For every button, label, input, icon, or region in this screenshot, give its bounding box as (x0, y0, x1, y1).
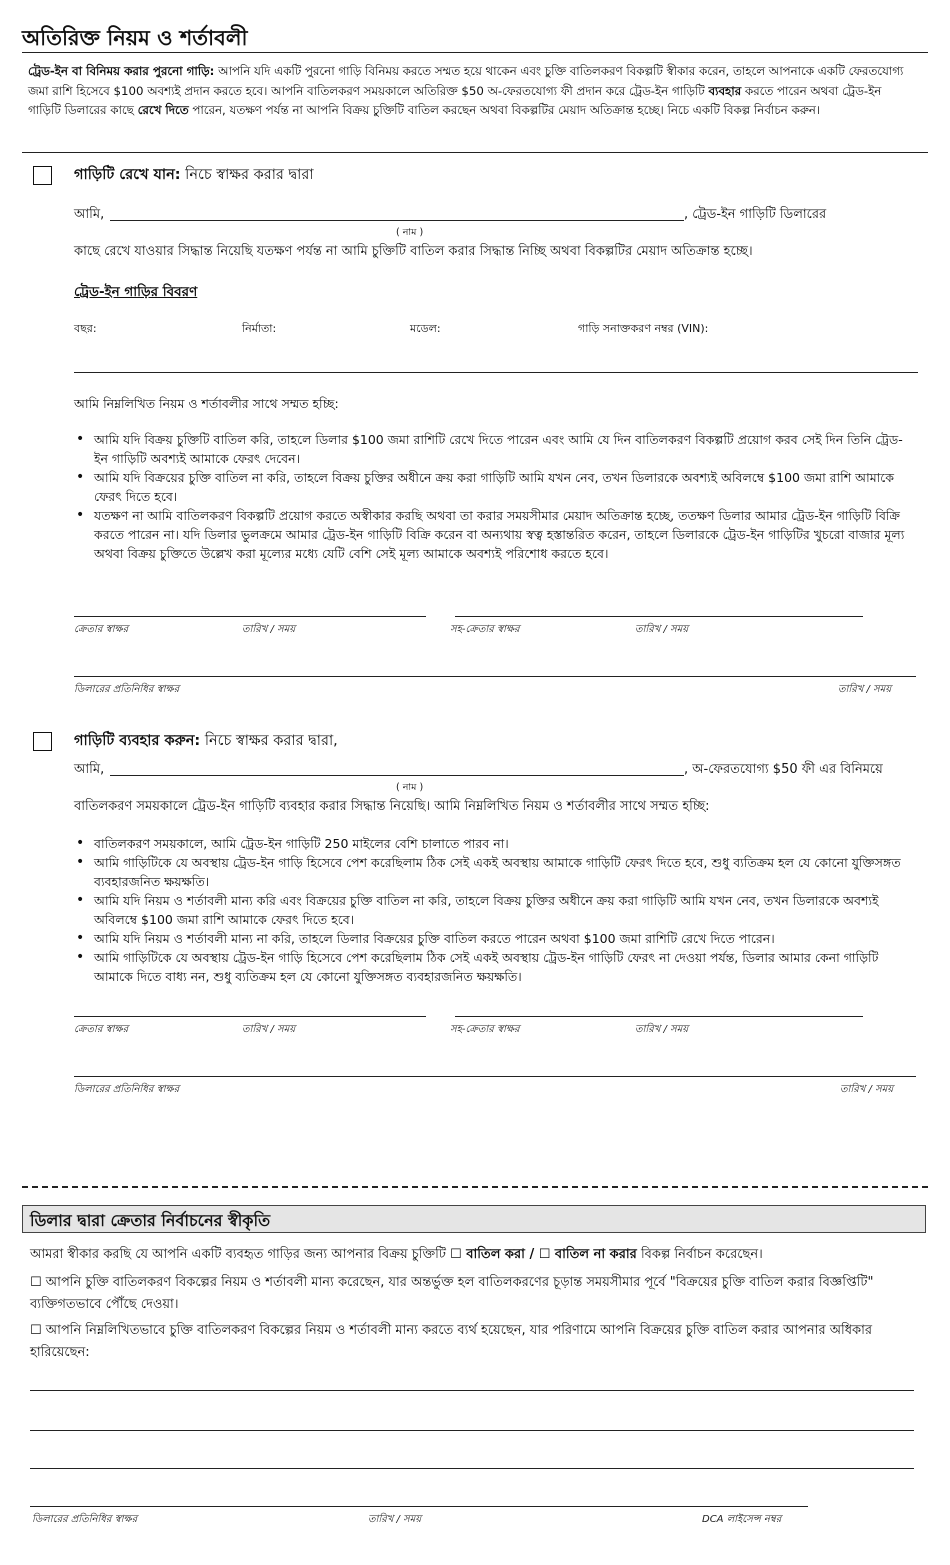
list-item: • আমি যদি নিয়ম ও শর্তাবলী মান্য করি এবং বিক্রয়ের চুক্তি বাতিল না করি, তাহলে বিক্রয় চুক্তির অধীনে ক্রয় করা গাড়িটি আমি যখন নেব, তখন ডিলারকে অবশ্যই অবিলম্বে $100 জমা রাশি আমাকে ফেরৎ দিতে হবে। (74, 891, 914, 929)
reason-line-2[interactable] (30, 1430, 914, 1431)
list-item: • আমি যদি বিক্রয় চুক্তিটি বাতিল করি, তাহলে ডিলার $100 জমা রাশিটি রেখে দিতে পারেন এবং আমি যে দিন বাতিলকরণ বিকল্পটি প্রয়োগ করব সেই দিন তিনি ট্রেড-ইন গাড়িটি অবশ্যই আমাকে ফেরৎ দেবেন। (74, 430, 914, 468)
use-car-heading-bold: গাড়িটি ব্যবহার করুন: (74, 733, 201, 749)
intro-bold-keep: রেখে দিতে (137, 103, 189, 117)
use-date-label-2: তারিখ / সময় (635, 1024, 689, 1035)
list-item: • বাতিলকরণ সময়কালে, আমি ট্রেড-ইন গাড়িটি 250 মাইলের বেশি চালাতে পারব না। (74, 834, 914, 853)
intro-lead: ট্রেড-ইন বা বিনিময় করার পুরনো গাড়ি: (28, 64, 215, 78)
leave-dealer-signature-line[interactable] (74, 676, 916, 677)
intro-rule (22, 152, 928, 153)
leave-agree-intro: আমি নিম্নলিখিত নিয়ম ও শর্তাবলীর সাথে সম্মত হচ্ছি: (74, 396, 339, 411)
use-dealer-signature-line[interactable] (74, 1076, 916, 1077)
list-item: • যতক্ষণ না আমি বাতিলকরণ বিকল্পটি প্রয়োগ করতে অস্বীকার করছি অথবা তা করার সময়সীমার মেয়াদ অতিক্রান্ত হচ্ছে, ততক্ষণ ডিলার আমার ট্রেড-ইন গাড়িটি বিক্রি করতে পারেন না। যদি ডিলার ভুলক্রমে আমার ট্রেড-ইন গাড়িটি বিক্রি করেন বা অন্যথায় স্বত্ব হস্তান্তরিত করেন, তাহলে ডিলারকে ট্রেড-ইন গাড়িটির খুচরো বাজার মূল্য অথবা বিক্রয় চুক্তিতে উল্লেখ করা মূল্যের মধ্যে যেটি বেশি সেই মূল্য আমাকে অবশ্যই পরিশোধ করতে হবে। (74, 506, 914, 563)
use-name-caption: ( নাম ) (396, 782, 424, 793)
leave-car-heading (74, 164, 314, 188)
ack-signature-line[interactable] (30, 1506, 808, 1507)
use-line-end: , অ-ফেরতযোগ্য $50 ফী এর বিনিময়ে (684, 762, 883, 777)
use-car-heading (74, 730, 338, 754)
list-item: • আমি যদি বিক্রয়ের চুক্তি বাতিল না করি, তাহলে বিক্রয় চুক্তির অধীনে ক্রয় করা গাড়িটি আমি যখন নেব, তখন ডিলারকে অবশ্যই অবিলম্বে $100 জমা রাশি আমাকে ফেরৎ দিতে হবে। (74, 468, 914, 506)
use-cobuyer-sig-label: সহ-ক্রেতার স্বাক্ষর (450, 1024, 520, 1035)
use-terms-list (74, 834, 914, 986)
use-name-field[interactable] (110, 775, 684, 776)
intro-bold-use: ব্যবহার (708, 83, 742, 98)
use-date-label-1: তারিখ / সময় (242, 1024, 296, 1035)
intro-text-1: আপনি যদি একটি পুরনো গাড়ি বিনিময় করতে সম্মত হয়ে থাকেন এবং চুক্তি বাতিলকরণ বিকল্পটি স্বীকার করেন, তাহলে আপনাকে একটি ফেরতযোগ্য জমা রাশি হিসেবে $100 অবশ্যই প্রদান করতে হবে। আপনি বাতিলকরণ সময়কালে অতিরিক্ত $50 অ-ফেরতযোগ্য ফী প্রদান করে ট্রেড-ইন গাড়িটি (28, 64, 904, 98)
trade-in-intro (28, 62, 908, 121)
leave-car-checkbox[interactable] (33, 166, 52, 185)
list-item: • আমি যদি নিয়ম ও শর্তাবলী মান্য না করি, তাহলে ডিলার বিক্রয়ের চুক্তি বাতিল করতে পারেন অথবা $100 জমা রাশিটি রেখে দিতে পারেন। (74, 929, 914, 948)
ack-complied-statement: ☐ আপনি চুক্তি বাতিলকরণ বিকল্পের নিয়ম ও শর্তাবলী মান্য করেছেন, যার অন্তর্ভুক্ত হল বাতিলকরণের চূড়ান্ত সময়সীমার পূর্বে "বিক্রয়ের চুক্তি বাতিল করার বিজ্ঞপ্তিটি" ব্যক্তিগতভাবে পৌঁছে দেওয়া। (30, 1275, 874, 1312)
field-model: মডেল: (410, 322, 441, 335)
ack-failed-statement: ☐ আপনি নিম্নলিখিতভাবে চুক্তি বাতিলকরণ বিকল্পের নিয়ম ও শর্তাবলী মান্য করতে ব্যর্থ হয়েছেন, যার পরিণামে আপনি বিক্রয়ের চুক্তি বাতিল করার আপনার অধিকার হারিয়েছেন: (30, 1323, 873, 1360)
list-item: • আমি গাড়িটিকে যে অবস্থায় ট্রেড-ইন গাড়ি হিসেবে পেশ করেছিলাম ঠিক সেই একই অবস্থায় ট্রেড-ইন গাড়িটি ফেরৎ না দেওয়া পর্যন্ত, ডিলার আমার কেনা গাড়িটি আমাকে দিতে বাধ্য নন, শুধু ব্যতিক্রম হল যে কোনো যুক্তিসঙ্গত ব্যবহারজনিত ক্ষয়ক্ষতি। (74, 948, 914, 986)
use-car-heading-rest: নিচে স্বাক্ষর করার দ্বারা, (200, 733, 338, 749)
ack-p1-a: আমরা স্বীকার করছি যে আপনি একটি ব্যবহৃত গাড়ির জন্য আপনার বিক্রয় চুক্তিটি (30, 1247, 451, 1262)
vehicle-details-line[interactable] (74, 372, 918, 373)
ack-date-label: তারিখ / সময় (368, 1514, 422, 1525)
leave-name-caption: ( নাম ) (396, 227, 424, 238)
field-year: বছর: (74, 322, 97, 335)
reason-line-3[interactable] (30, 1468, 914, 1469)
leave-date-label-1: তারিখ / সময় (242, 624, 296, 635)
intro-text-2: করতে পারেন অথবা ট্রেড-ইন গাড়িটি ডিলারের কাছে (28, 83, 882, 117)
ack-choice-statement (30, 1244, 910, 1266)
intro-text-3: পারেন, যতক্ষণ পর্যন্ত না আপনি বিক্রয় চুক্তিটি বাতিল করছেন অথবা বিকল্পটির মেয়াদ অতিক্রান্ত হচ্ছে। নিচে একটি বিকল্প নির্বাচন করুন। (188, 103, 821, 117)
leave-continuation: কাছে রেখে যাওয়ার সিদ্ধান্ত নিয়েছি যতক্ষণ পর্যন্ত না আমি চুক্তিটি বাতিল করার সিদ্ধান্ত নিচ্ছি অথবা বিকল্পটির মেয়াদ অতিক্রান্ত হচ্ছে। (74, 244, 753, 259)
leave-dealer-sig-label: ডিলারের প্রতিনিধির স্বাক্ষর (74, 684, 180, 695)
leave-car-heading-bold: গাড়িটি রেখে যান: (74, 167, 181, 183)
leave-buyer-signature-line[interactable] (74, 616, 426, 617)
leave-car-heading-rest: নিচে স্বাক্ষর করার দ্বারা (180, 167, 314, 183)
cut-line (22, 1186, 928, 1188)
ack-dealer-sig-label: ডিলারের প্রতিনিধির স্বাক্ষর (32, 1514, 138, 1525)
ack-p1-options: ☐ বাতিল করা / ☐ বাতিল না করার (450, 1247, 637, 1262)
use-date-label-3: তারিখ / সময় (840, 1084, 894, 1095)
use-dealer-sig-label: ডিলারের প্রতিনিধির স্বাক্ষর (74, 1084, 180, 1095)
leave-date-label-3: তারিখ / সময় (838, 684, 892, 695)
ack-license-label: DCA লাইসেন্স নম্বর (702, 1514, 782, 1525)
page-title: অতিরিক্ত নিয়ম ও শর্তাবলী (22, 26, 248, 50)
use-cobuyer-signature-line[interactable] (455, 1016, 863, 1017)
use-buyer-signature-line[interactable] (74, 1016, 426, 1017)
use-continuation: বাতিলকরণ সময়কালে ট্রেড-ইন গাড়িটি ব্যবহার করার সিদ্ধান্ত নিয়েছি। আমি নিম্নলিখিত নিয়ম ও শর্তাবলীর সাথে সম্মত হচ্ছি: (74, 799, 710, 814)
field-make: নির্মাতা: (242, 322, 277, 335)
leave-i-label: আমি, (74, 207, 105, 222)
leave-cobuyer-signature-line[interactable] (455, 616, 863, 617)
leave-cobuyer-sig-label: সহ-ক্রেতার স্বাক্ষর (450, 624, 520, 635)
list-item: • আমি গাড়িটিকে যে অবস্থায় ট্রেড-ইন গাড়ি হিসেবে পেশ করেছিলাম ঠিক সেই একই অবস্থায় আমাকে গাড়িটি ফেরৎ দিতে হবে, শুধু ব্যতিক্রম হল যে কোনো যুক্তিসঙ্গত ব্যবহারজনিত ক্ষয়ক্ষতি। (74, 853, 914, 891)
field-vin: গাড়ি সনাক্তকরণ নম্বর (VIN): (578, 322, 709, 335)
use-i-label: আমি, (74, 762, 105, 777)
leave-name-field[interactable] (110, 220, 684, 221)
leave-line-end: , ট্রেড-ইন গাড়িটি ডিলারের (684, 207, 827, 222)
title-rule (22, 52, 928, 53)
use-buyer-sig-label: ক্রেতার স্বাক্ষর (74, 1024, 129, 1035)
use-car-checkbox[interactable] (33, 732, 52, 751)
leave-terms-list (74, 430, 914, 563)
trade-in-details-heading: ট্রেড-ইন গাড়ির বিবরণ (74, 284, 198, 300)
leave-buyer-sig-label: ক্রেতার স্বাক্ষর (74, 624, 129, 635)
ack-title: ডিলার দ্বারা ক্রেতার নির্বাচনের স্বীকৃতি (30, 1211, 271, 1230)
leave-date-label-2: তারিখ / সময় (635, 624, 689, 635)
reason-line-1[interactable] (30, 1390, 914, 1391)
ack-p1-c: বিকল্প নির্বাচন করেছেন। (636, 1247, 763, 1262)
